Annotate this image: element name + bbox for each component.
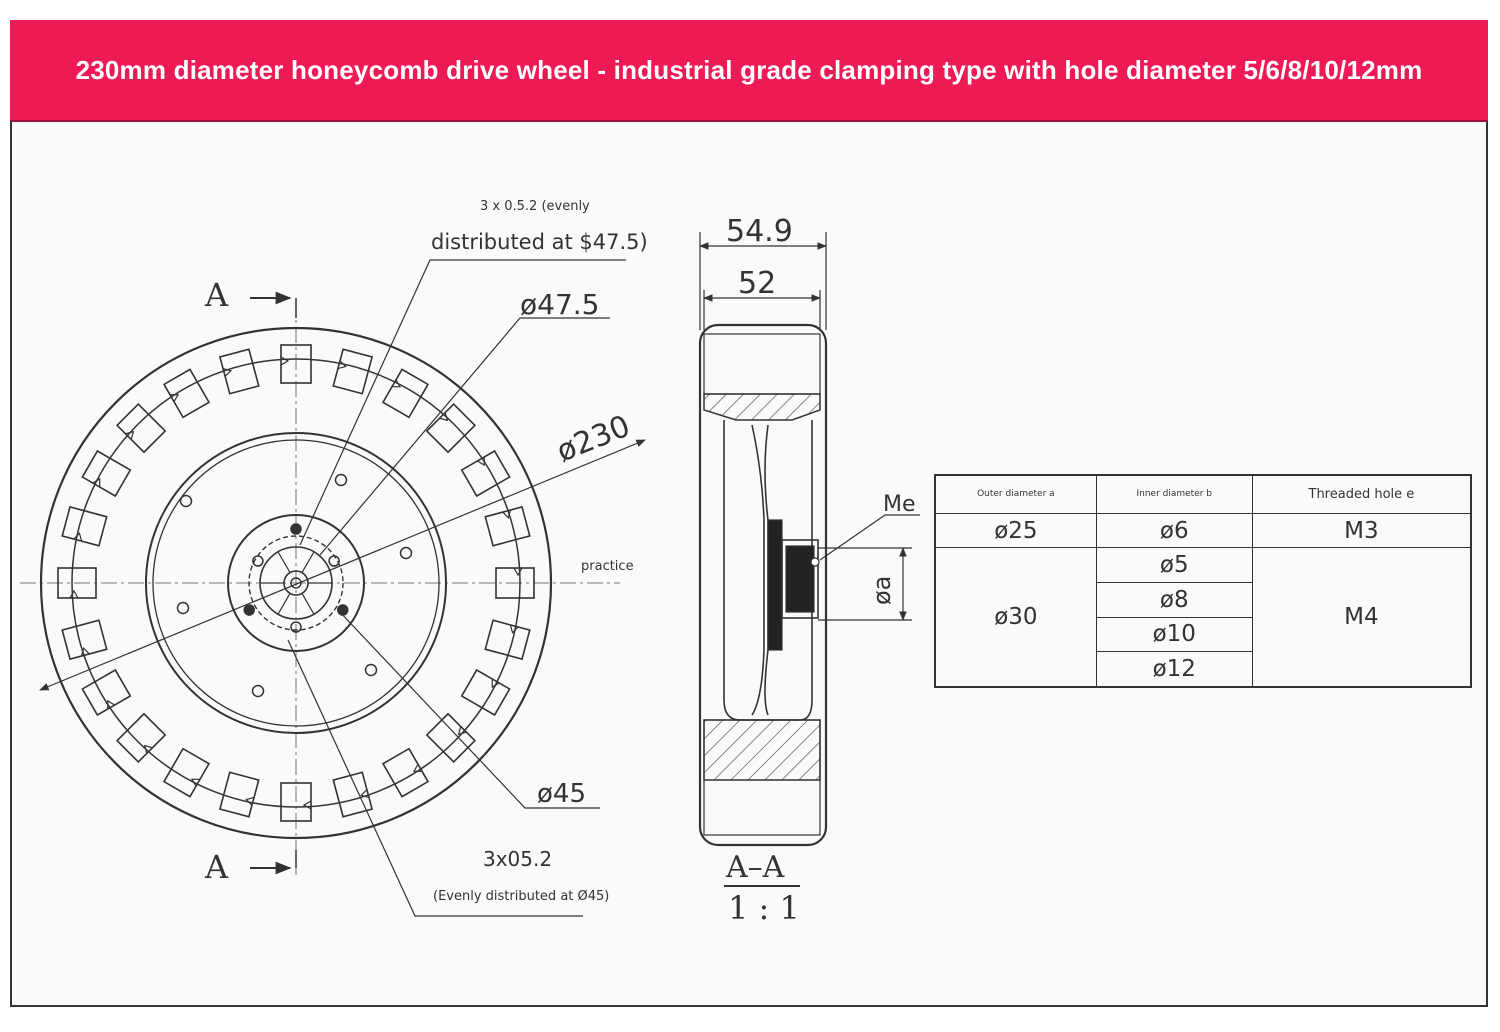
- cell-thread: M3: [1252, 513, 1471, 548]
- header-inner-diameter: Inner diameter b: [1096, 475, 1252, 513]
- note-bottom-line1: 3x05.2: [483, 847, 553, 871]
- honeycomb-pocket: [462, 451, 510, 496]
- dim-overall-width: 54.9: [726, 214, 793, 249]
- leader-bottom-note: [288, 640, 583, 916]
- honeycomb-pocket: [82, 451, 130, 496]
- note-top-line1: 3 x 0.5.2 (evenly: [480, 199, 590, 214]
- dim-outer-diameter: ø230: [551, 408, 636, 470]
- leader-me: [820, 515, 920, 560]
- honeycomb-pocket: [117, 404, 165, 452]
- hub-spoke: [302, 593, 314, 614]
- cell-inner: ø8: [1096, 583, 1252, 618]
- label-bore: øa: [868, 575, 896, 605]
- honeycomb-pocket: [383, 749, 428, 797]
- rim-hole: [336, 475, 347, 486]
- hub-hole: [329, 556, 339, 566]
- rim-holes: [178, 475, 412, 697]
- honeycomb-pocket: [220, 349, 259, 393]
- side-section-view: [700, 232, 920, 886]
- cell-outer: ø25: [935, 513, 1096, 548]
- honeycomb-pocket: [62, 620, 106, 659]
- honeycomb-pocket: [485, 620, 529, 659]
- table-header-row: [935, 475, 1471, 513]
- honeycomb-pocket: [164, 369, 209, 417]
- section-title: A–A: [726, 850, 785, 885]
- rim-hole: [401, 548, 412, 559]
- web-left-curve: [752, 425, 764, 715]
- table-row: [935, 548, 1471, 583]
- spec-table: [934, 474, 1472, 688]
- rim-hole: [253, 686, 264, 697]
- tread-block-top: [704, 334, 820, 394]
- dim-pcd-outer: ø47.5: [520, 288, 600, 321]
- note-top-line2: distributed at $47.5): [431, 230, 648, 254]
- set-screw: [811, 558, 819, 566]
- cell-thread: M4: [1252, 548, 1471, 687]
- rim-hole: [178, 603, 189, 614]
- hub-plate: [768, 520, 782, 650]
- dimension-line-230: [40, 440, 645, 690]
- dim-tread-width: 52: [738, 266, 777, 301]
- note-bottom-line2: (Evenly distributed at Ø45): [433, 889, 610, 904]
- front-view: [20, 260, 645, 916]
- honeycomb-pocket: [220, 772, 259, 816]
- rim-hatch-top: [704, 394, 820, 420]
- table-row: [935, 513, 1471, 548]
- label-practice: practice: [581, 559, 634, 574]
- honeycomb-pocket: [117, 714, 165, 762]
- honeycomb-pocket: [164, 749, 209, 797]
- honeycomb-pocket: [62, 507, 106, 546]
- honeycomb-pocket: [427, 404, 475, 452]
- section-marker-bottom: A: [205, 848, 229, 886]
- honeycomb-pocket: [462, 670, 510, 715]
- hub-spoke: [302, 552, 314, 573]
- cell-inner: ø10: [1096, 617, 1252, 652]
- hub-hole: [291, 524, 301, 534]
- section-marker-top: A: [205, 276, 229, 314]
- honeycomb-pocket: [82, 670, 130, 715]
- dim-pcd-inner: ø45: [537, 779, 586, 809]
- rim-hole: [366, 665, 377, 676]
- header-threaded-hole: Threaded hole e: [1252, 475, 1471, 513]
- cell-inner: ø12: [1096, 652, 1252, 687]
- rim-hole: [181, 496, 192, 507]
- section-scale: 1 : 1: [728, 889, 800, 927]
- cell-inner: ø6: [1096, 513, 1252, 548]
- honeycomb-pocket: [485, 507, 529, 546]
- rim-hatch-bottom: [704, 720, 820, 780]
- honeycomb-pocket: [427, 714, 475, 762]
- honeycomb-pocket: [333, 349, 372, 393]
- honeycomb-pocket: [383, 369, 428, 417]
- cell-inner: ø5: [1096, 548, 1252, 583]
- hub-hole: [338, 605, 348, 615]
- hub-hole: [244, 605, 254, 615]
- hub-clamp-fill: [786, 546, 814, 612]
- cell-outer: ø30: [935, 548, 1096, 687]
- header-outer-diameter: Outer diameter a: [935, 475, 1096, 513]
- hub-spoke: [278, 552, 290, 573]
- hub-spoke: [278, 593, 290, 614]
- banner-title: 230mm diameter honeycomb drive wheel - industrial grade clamping type with hole diameter 5/6/8/10/12mm: [75, 54, 1423, 85]
- label-thread: Me: [883, 492, 916, 517]
